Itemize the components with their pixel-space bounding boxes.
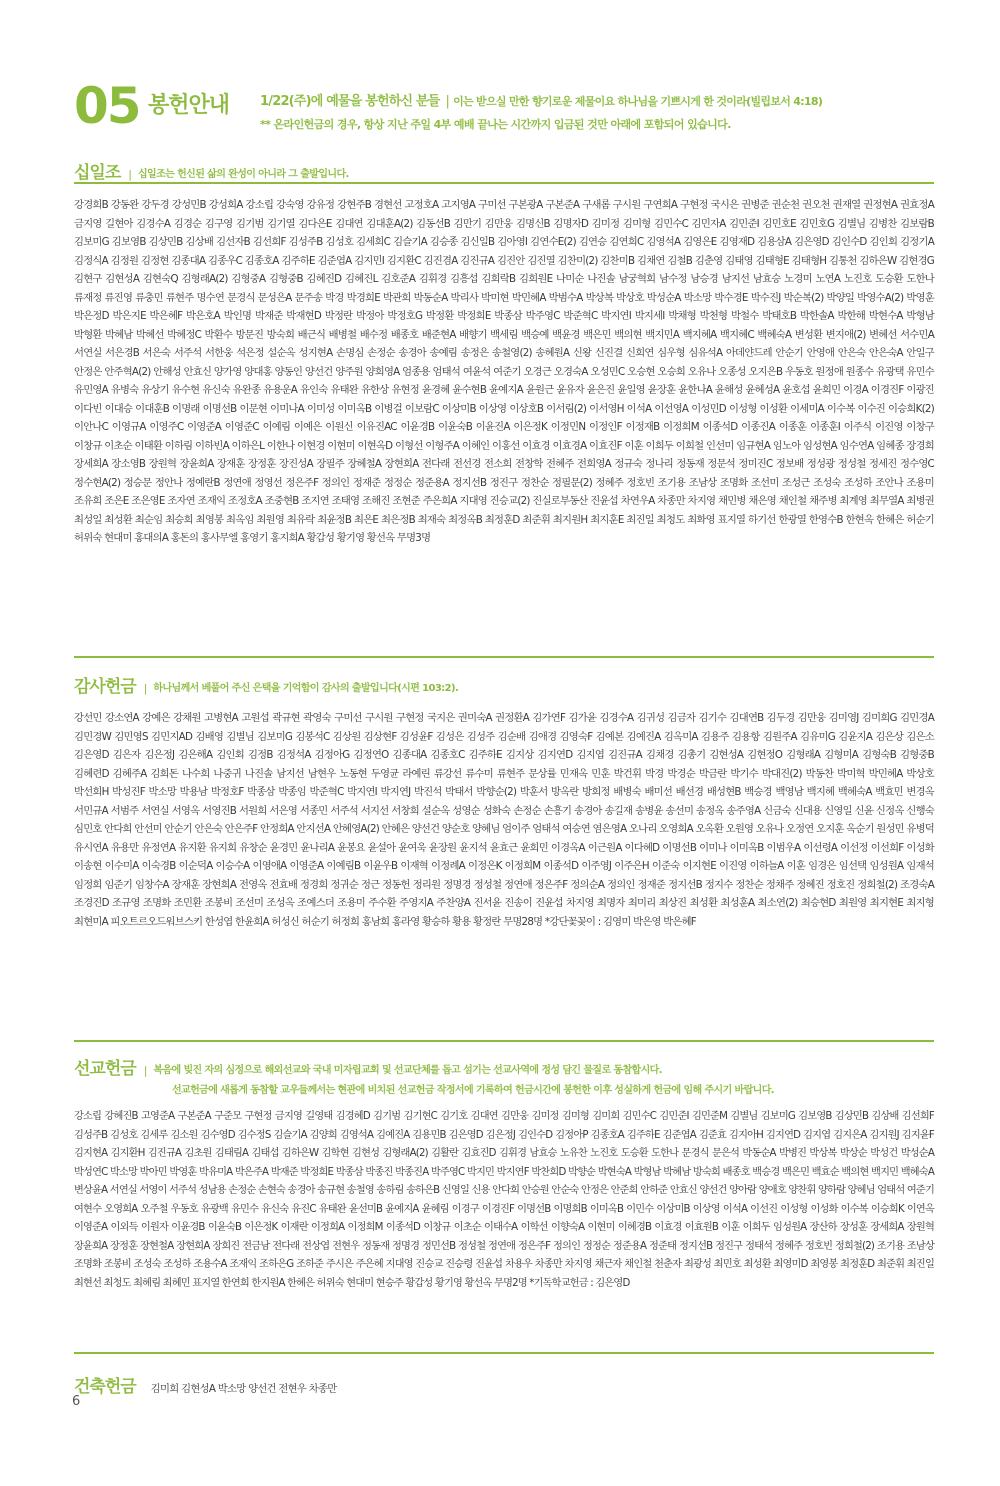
divider: |: [143, 1064, 148, 1077]
thanks-header: [74, 672, 934, 697]
building-section: [74, 1352, 934, 1397]
tithe-title: 십일조: [74, 163, 121, 183]
thanks-names: 강선민 강소연A 강예은 강채원 고병현A 고원섭 곽규현 곽영숙 구미선 구시원 구현정 국지은 권미숙A 권정환A 김가연F 김가윤 김경수A 김귀성 김금자 김기수 김대연B 김두경 김만웅 김미영J 김미희G 김민경A 김민경W 김민영S 김민지AD 김배영 김별님 김보미G 김봉석C 김상원 김상현F 김성윤F 김성은 김성주 김순배 김애경 김영숙F 김예본 김예진A 김옥미A 김용주 김용항 김원주A 김유미G 김윤지A 김은상 김은소 김은영D 김은자 김은정J 김은해A 김인회 김정B 김정석A 김정아G 김정연O 김종대A 김종호C 김주하E 김지상 김지연D 김지엽 김진규A 김채경 김총기 김현성A 김현정O 김형래A 김형미A 김형숙B 김형중B 김혜련D 김혜주A 김희돈 나수희 나중귀 나진솔 남지선 남현우 노동현 두영균 라예린 류강선 류수미 류현주 문상률 민재옥 민훈 박건휘 박경 박경순 박금란 박기수 박대진(2) 박동찬 박미혁 박민혜A 박상호 박선희H 박성진F 박소망 박용남 박정호F 박종삼 박종임 박준혁C 박지연I 박지연J 박진석 박태서 박향순(2) 박훈서 방옥란 방희정 배병숙 배미선 배선경 배성현B 백승경 백영남 백지혜 백혜숙A 백효민 변경옥 서민규A 서범주 서연실 서영옥 서영진B 서원희 서은영 서종민 서주석 서지선 서창희 설순옥 성영순 성화숙 손정순 손흥기 송경아 송길재 송병윤 송선미 송정옥 송주영A 신금숙 신대용 신영일 신윤 신정옥 신행숙 심민호 안다희 안선미 안순기 안은숙 안은주F 안정희A 안지선A 안혜영A(2) 안혜은 양선건 양순호 양혜님 엄이주 엄태석 여승연 염은영A 오나리 오영희A 오옥환 오원영 오유나 오정연 오지훈 옥순기 원성민 유병덕 유시연A 유용만 유정연A 유지환 유지희 유창순 윤경민 윤나리A 윤봉요 윤설아 윤여욱 윤장원 윤지석 윤효근 윤희민 이경옥A 이근원A 이다혜D 이명선B 이미나 이미옥B 이범우A 이선령A 이선정 이선희F 이성화 이송현 이수미A 이숙경B 이순덕A 이승수A 이영애A 이영준A 이예림B 이윤우B 이재혁 이정례A 이정은K 이정희M 이종석D 이주영J 이주은H 이준숙 이지현E 이진영 이하늘A 이훈 임경은 임선택 임성원A 임재석 임정희 임준기 임창수A 장재훈 장현희A 전영옥 전효배 정경희 정귀순 정근 정동헌 정리원 정명경 정성철 정연애 정은주F 정의순A 정의인 정재준 정지선B 정지수 정찬순 정채주 정혜진 정호진 정희철(2) 조경숙A 조경진D 조규영 조명화 조민환 조봉비 조선미 조성옥 조예스더 조용미 주수환 주영지A 주찬양A 진서윤 진송이 진윤섭 차지영 최명자 최미리 최상진 최성환 최성훈A 최소연(2) 최승현D 최원영 최지현E 최지형 최현미A 피오트르오드워브스키 한성엽 한윤희A 허성신 허순기 허정희 홍남희 홍라영 황승하 황용 황정란 무명28명 *강단꽃꽂이 : 김영미 박은영 박은혜F: [74, 712, 934, 928]
page-title: 봉헌안내: [148, 93, 230, 118]
divider: |: [445, 94, 450, 109]
date-title: 1/22(주)에 예물을 봉헌하신 분들: [260, 94, 440, 109]
tithe-description: 십일조는 헌신된 삶의 완성이 아니라 그 출발입니다.: [138, 169, 349, 180]
mission-names: 강소립 강혜진B 고영준A 구본준A 구준모 구현정 금지영 길영태 김경혜D 김기범 김기현C 김기호 김대연 김만웅 김미정 김미형 김미희 김민수C 김민준I 김민준M 김별님 김보미G 김보영B 김상민B 김상배 김선희F 김성주B 김성호 김세루 김소원 김수영D 김수정S 김슬기A 김양희 김영석A 김예진A 김용민B 김은영D 김은정J 김인수D 김정아P 김종호A 김주하E 김준엽A 김준효 김지아H 김지연D 김지엽 김지은A 김지원J 김지윤F 김지현A 김지환H 김진규A 김초원 김태림A 김태섭 김하은W 김학현 김현성 김형래A(2) 김활란 김효진D 김휘경 남효승 노유찬 노진호 도승환 도한나 문경식 문은석 박동순A 박병진 박상복 박상순 박성건 박성순A 박성연C 박소망 박아민 박영훈 박유미A 박은주A 박재준 박정희E 박종삼 박종진 박종진A 박주영C 박지민 박지연F 박찬희D 박향순 박현숙A 박형남 박혜남 방숙희 배종호 백승경 백은민 백효순 백의현 백지민 백혜숙A 변상윤A 서연실 서영이 서주석 성남용 손정순 손현숙 송경아 송규현 송철영 송하림 송하은B 신영일 신용 안다희 안승원 안순숙 안정은 안준희 안하준 안효신 양선건 양아람 양애호 양찬휘 양하람 양혜님 엄태석 여준기 여현수 오영희A 오주철 우동호 유광백 유민수 유신숙 유진C 유태완 윤선미B 윤예지A 윤혜림 이경구 이경진F 이명선B 이명희B 이미옥B 이민수 이상미B 이상영 이석A 이선진 이성형 이성화 이수복 이승희K 이연옥 이영준A 이외득 이원자 이윤경B 이윤숙B 이은정K 이재란 이정희A 이정희M 이종석D 이창규 이초순 이태수A 이학선 이향숙A 이현미 이혜경B 이효경 이효원B 이훈 이희두 임성원A 장산하 장성훈 장세희A 장원혁 장윤희A 장정훈 장현철A 장현희A 장희진 전금남 전다래 전상엽 전현우 정동재 정명경 정민선B 정성철 정연애 정은주F 정의인 정정순 정준용A 정준태 정지선B 정진구 정태석 정혜주 정호빈 정희철(2) 조기용 조남상 조명화 조봉비 조성숙 조성하 조용수A 조재익 조하은G 조하준 주시은 주은혜 지대영 진승교 진승령 진윤섭 차용우 차종만 차지영 채근자 채인철 천춘자 최광성 최민호 최성환 최영미D 최영봉 최정훈D 최준휘 최진일 최현선 최청도 최혜림 최혜민 표지열 한연희 한지원A 한혜은 허위숙 현대미 현승주 황갑성 황기영 황선옥 무명2명 *기독학교헌금 : 김은영D: [74, 1111, 934, 1289]
page-header: [74, 77, 954, 135]
tithe-header: [74, 158, 934, 184]
divider: |: [143, 682, 148, 695]
building-row: [74, 1372, 934, 1397]
thanks-description: 하나님께서 베풀어 주신 은택을 기억함이 감사의 출발입니다(시편 103:2).: [153, 683, 459, 694]
mission-description: 복음에 빚진 자의 심정으로 해외선교와 국내 미자립교회 및 선교단체를 돕고 섬기는 선교사역에 정성 담긴 물질로 동참합시다.: [153, 1065, 662, 1076]
mission-description-2: 선교헌금에 새롭게 동참할 교우들께서는 현관에 비치된 선교헌금 작정서에 기록하여 헌금시간에 봉헌한 이후 성실하게 헌금에 임해 주시기 바랍니다.: [172, 1085, 774, 1096]
mission-title: 선교헌금: [74, 1059, 136, 1079]
page-number: 6: [72, 1394, 81, 1409]
offering-date-line: [260, 90, 822, 109]
thanks-section: [74, 656, 934, 931]
mission-header: [74, 1054, 934, 1079]
building-title: 건축헌금: [74, 1377, 136, 1397]
bible-verse: 이는 받으실 만한 향기로운 제물이요 하나님을 기쁘시게 한 것이라(빌립보서 4:18): [453, 95, 823, 108]
tithe-section: [74, 158, 934, 548]
online-offering-note: ** 온라인헌금의 경우, 항상 지난 주일 4부 예배 끝나는 시간까지 입금된 것만 아래에 포함되어 있습니다.: [260, 118, 731, 131]
building-names: 김미희 김현성A 박소망 양선건 전현우 차종만: [150, 1383, 337, 1395]
tithe-names: 강경희B 강동완 강두경 강성민B 강성희A 강소립 강숙영 강유정 강현주B 경현선 고정호A 고지영A 구미선 구본광A 구본준A 구새롬 구시원 구연희A 구현정 국시은 권병준 권순천 권오천 권재열 권정현A 권효정A 금지영 길현아 김경수A 김경순 김구영 김기범 김기열 김다은E 김대연 김대훈A(2) 김동선B 김만기 김만웅 김명신B 김명자D 김미정 김미형 김민수C 김민자A 김민준I 김민호E 김민호G 김별님 김병찬 김보람B 김보미G 김보영B 김상민B 김상배 김선자B 김선희F 김성주B 김성호 김세희C 김슬기A 김승종 김신일B 김아영I 김연수E(2) 김연승 김연희C 김영석A 김영은E 김영재D 김용삼A 김은영D 김인수D 김인회 김정기A 김정식A 김정원 김정현 김종대A 김종우C 김종호A 김주하E 김준엽A 김지민I 김지환C 김진겸A 김진규A 김진안 김진열 김찬미(2) 김찬미B 김채연 김철B 김춘영 김태영 김태형E 김태형H 김통천 김하은W 김현경G 김현구 김현성A 김현숙Q 김형래A(2) 김형중A 김형중B 김혜진D 김혜진L 김호준A 김휘경 김흥섭 김희락B 김희원E 나미순 나진솔 남궁혁희 남수정 남승경 남지선 남효승 노경미 노연A 노진호 도승환 도한나 류재정 류진영 류충민 류현주 명수연 문경식 문성은A 문주송 박경 박경희E 박관희 박동순A 박리사 박미현 박민혜A 박범수A 박상복 박상호 박성순A 박소망 박수경E 박수진J 박순복(2) 박양일 박영수A(2) 박영훈 박은정D 박은지E 박은혜F 박은호A 박인명 박재준 박재현D 박정란 박정아 박정호G 박정환 박정희E 박종삼 박주영C 박준혁C 박지연I 박지세I 박채형 박천형 박철수 박태호B 박한솔A 박한해 박현수A 박형남 박형환 박혜남 박혜선 박혜정C 박환수 방문진 방숙희 배근식 배병철 배수정 배종호 배준현A 배향기 백세림 백승예 백윤경 백은민 백의현 백지민A 백지혜A 백지혜C 백혜숙A 변성환 변지애(2) 변혜선 서수민A 서연실 서은경B 서은숙 서주석 서한웅 석은정 설순옥 성지현A 손명심 손정순 송경아 송예림 송정은 송철영(2) 송혜원A 신왕 신진결 신희연 심우형 심유석A 아데얀드레 안순기 안영애 안은숙 안은숙A 안일구 안정은 안주혁A(2) 안해성 안효신 양가영 양대홍 양동인 양선건 양주원 양희영A 엄종용 엄태석 여윤석 여준기 오경근 오경숙A 오성민C 오승현 오승희 오유나 오종성 오지은B 우동호 원정애 원종수 유광택 유민수 유민영A 유병숙 유상기 유수현 유신숙 유완종 유용운A 유인숙 유태완 유한상 유현정 윤경혜 윤수현B 윤예지A 윤원근 윤유자 윤은진 윤일영 윤장훈 윤한나A 윤해성 윤혜성A 윤호섭 윤희민 이경A 이경진F 이광진 이다빈 이대승 이대훈B 이명래 이명선B 이문현 이미나A 이미성 이미옥B 이병걸 이보람C 이상미B 이상영 이상호B 이서림(2) 이서영H 이석A 이선영A 이성민D 이성형 이성환 이세미A 이수복 이수진 이승희K(2) 이안나C 이영규A 이영주C 이영준A 이영준C 이예림 이예은 이원신 이유진AC 이윤경B 이윤숙B 이윤진A 이은정K 이정민N 이정인F 이정재B 이정희M 이종석D 이종진A 이종훈 이종훈I 이주식 이진영 이창구 이창규 이초순 이태환 이하림 이하빈A 이하은L 이한나 이현경 이현미 이현옥D 이형선 이형주A 이혜인 이홍선 이효경 이효경A 이효진F 이훈 이희두 이희철 인선미 임규현A 임노아 임성현A 임수연A 임혜종 장경희 장세희A 장소영B 장원혁 장윤희A 장재훈 장정훈 장진성A 장필주 장혜철A 장현희A 전다래 전선경 전소희 전창학 전혜주 전희영A 정규숙 정나리 정동재 정문석 정미진C 정보배 정성광 정성철 정세진 정수영C 정수현A(2) 정승문 정안나 정예란B 정연애 정영선 정은주F 정의인 정재준 정정순 정준용A 정지선B 정진구 정찬순 정필문(2) 정혜주 정호빈 조기용 조남상 조명화 조선미 조성근 조성숙 조성하 조안나 조용미 조유희 조은E 조은영E 조자연 조재익 조정호A 조중현B 조지연 조태영 조해진 조현준 주은희A 지대영 진승교(2) 진실로부동산 진윤섭 차연우A 차종만 차지영 채민병 채은영 채인철 채주병 최계영 최무열A 최병권 최성일 최성환 최순임 최승희 최영봉 최옥임 최원영 최유락 최윤정B 최은E 최은정B 최재숙 최정옥B 최정훈D 최준휘 최지원H 최지훈E 최진일 최청도 최화영 표지열 하기선 한광열 한영수B 한현옥 한혜은 허순기 허위숙 현대미 홍대의A 홍돈의 홍사무엘 홍영기 홍지희A 황갑성 황기영 황선옥 무명3명: [74, 199, 934, 544]
mission-section: [74, 1040, 934, 1293]
section-number: 05: [74, 77, 140, 135]
thanks-title: 감사헌금: [74, 677, 136, 697]
divider: |: [128, 168, 132, 181]
